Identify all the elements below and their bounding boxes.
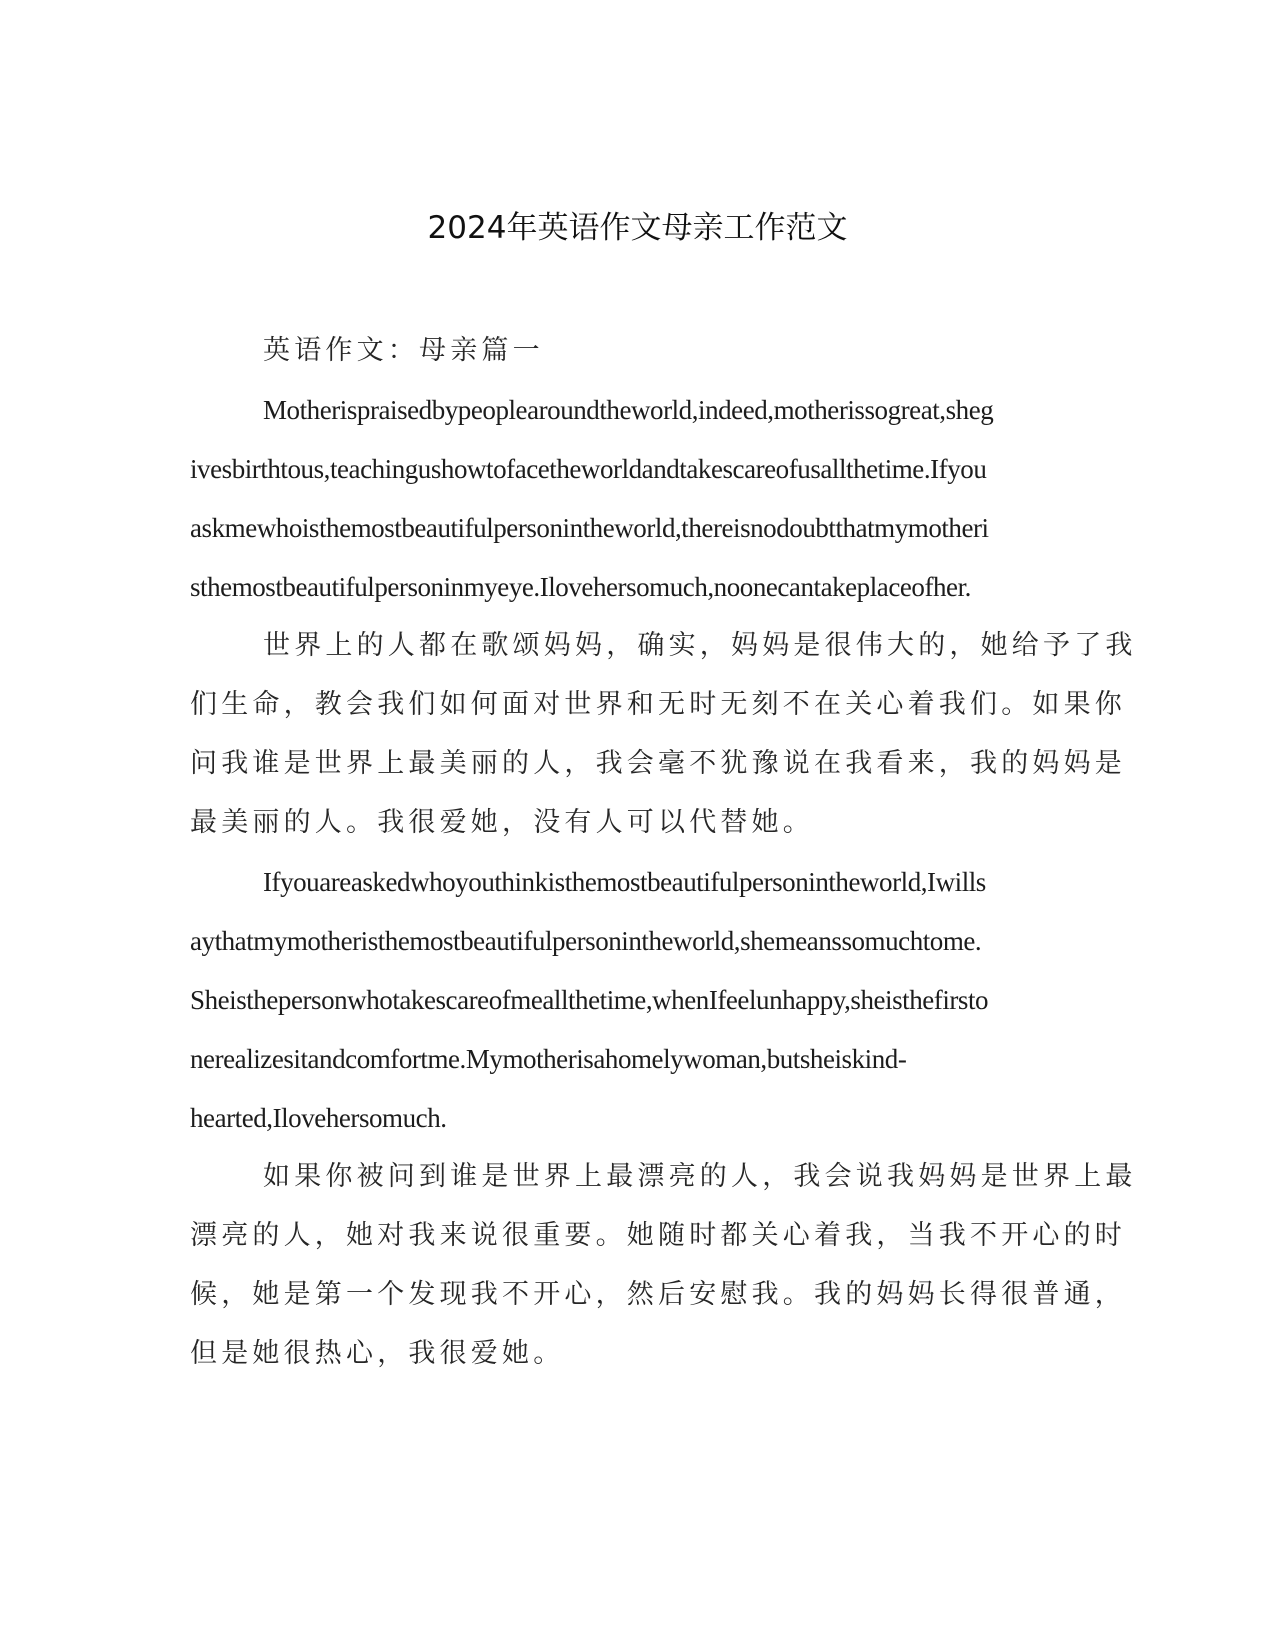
paragraph-1-line-4: sthemostbeautifulpersoninmyeye.Ilovehersomuch,noonecantakeplaceofher. bbox=[190, 572, 971, 602]
paragraph-4-line-4: 但是她很热心，我很爱她。 bbox=[190, 1338, 565, 1369]
paragraph-3-line-2: aythatmymotheristhemostbeautifulpersonintheworld,shemeanssomuchtome. bbox=[190, 926, 982, 956]
document-title: 2024年英语作文母亲工作范文 bbox=[427, 210, 848, 246]
paragraph-1-line-3: askmewhoisthemostbeautifulpersonintheworld,thereisnodoubtthatmymotheri bbox=[190, 513, 989, 543]
paragraph-4-line-1: 如果你被问到谁是世界上最漂亮的人，我会说我妈妈是世界上最 bbox=[263, 1161, 1137, 1192]
paragraph-4-line-3: 候，她是第一个发现我不开心，然后安慰我。我的妈妈长得很普通， bbox=[190, 1279, 1126, 1310]
paragraph-3-line-5: hearted,Ilovehersomuch. bbox=[190, 1103, 447, 1133]
paragraph-4-line-2: 漂亮的人，她对我来说很重要。她随时都关心着我，当我不开心的时 bbox=[190, 1220, 1126, 1251]
paragraph-3-line-4: nerealizesitandcomfortme.Mymotherisahomelywoman,butsheiskind- bbox=[190, 1044, 907, 1074]
paragraph-2-line-4: 最美丽的人。我很爱她，没有人可以代替她。 bbox=[190, 807, 814, 838]
paragraph-3-line-1: Ifyouareaskedwhoyouthinkisthemostbeautifulpersonintheworld,Iwills bbox=[263, 867, 986, 897]
paragraph-2-line-2: 们生命，教会我们如何面对世界和无时无刻不在关心着我们。如果你 bbox=[190, 689, 1126, 720]
section-heading: 英语作文：母亲篇一 bbox=[263, 335, 544, 366]
paragraph-1-line-1: Motherispraisedbypeoplearoundtheworld,indeed,motherissogreat,sheg bbox=[263, 395, 994, 425]
paragraph-2-line-1: 世界上的人都在歌颂妈妈，确实，妈妈是很伟大的，她给予了我 bbox=[263, 630, 1137, 661]
paragraph-1-line-2: ivesbirthtous,teachingushowtofacetheworldandtakescareofusallthetime.Ifyou bbox=[190, 454, 987, 484]
paragraph-3-line-3: Sheisthepersonwhotakescareofmeallthetime,whenIfeelunhappy,sheisthefirsto bbox=[190, 985, 989, 1015]
paragraph-2-line-3: 问我谁是世界上最美丽的人，我会毫不犹豫说在我看来，我的妈妈是 bbox=[190, 748, 1126, 779]
